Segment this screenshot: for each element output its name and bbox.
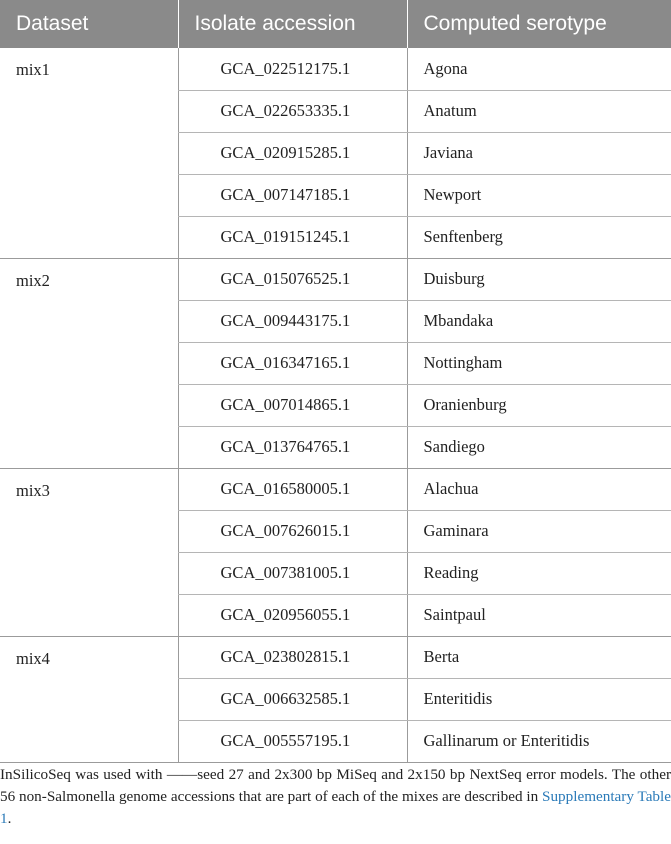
table-row (0, 468, 671, 510)
accession-cell: GCA_006632585.1 (178, 678, 407, 720)
accession-cell: GCA_007147185.1 (178, 174, 407, 216)
serotype-cell: Nottingham (407, 342, 671, 384)
accession-cell: GCA_009443175.1 (178, 300, 407, 342)
accession-cell: GCA_016347165.1 (178, 342, 407, 384)
accession-cell: GCA_022512175.1 (178, 48, 407, 90)
table-row (0, 636, 671, 678)
accession-cell: GCA_022653335.1 (178, 90, 407, 132)
header-computed-serotype: Computed serotype (407, 0, 671, 48)
serotype-cell: Berta (407, 636, 671, 678)
serotype-cell: Anatum (407, 90, 671, 132)
serotype-cell: Gaminara (407, 510, 671, 552)
dataset-cell: mix4 (0, 636, 178, 762)
serotype-cell: Saintpaul (407, 594, 671, 636)
table-body (0, 48, 671, 762)
accession-cell: GCA_016580005.1 (178, 468, 407, 510)
serotype-cell: Javiana (407, 132, 671, 174)
footnote-end: . (7, 810, 12, 827)
header-dataset: Dataset (0, 0, 178, 48)
accession-cell: GCA_007381005.1 (178, 552, 407, 594)
serotype-cell: Alachua (407, 468, 671, 510)
serotype-cell: Senftenberg (407, 216, 671, 258)
header-row (0, 0, 671, 48)
accession-cell: GCA_007626015.1 (178, 510, 407, 552)
serotype-cell: Oranienburg (407, 384, 671, 426)
serotype-cell: Gallinarum or Enteritidis (407, 720, 671, 762)
table-row (0, 48, 671, 90)
table-footnote (0, 764, 671, 830)
accession-cell: GCA_015076525.1 (178, 258, 407, 300)
serotype-cell: Reading (407, 552, 671, 594)
accession-cell: GCA_023802815.1 (178, 636, 407, 678)
accession-cell: GCA_020956055.1 (178, 594, 407, 636)
serotype-cell: Mbandaka (407, 300, 671, 342)
accession-cell: GCA_007014865.1 (178, 384, 407, 426)
footnote-text: InSilicoSeq was used with ——seed 27 and 2x300 bp MiSeq and 2x150 bp NextSeq error models. The other 56 non-Salmonella genome accessions that are part of each of the mixes are described in (0, 766, 671, 805)
dataset-cell: mix1 (0, 48, 178, 258)
accession-cell: GCA_019151245.1 (178, 216, 407, 258)
serotype-cell: Duisburg (407, 258, 671, 300)
table-row (0, 258, 671, 300)
accession-cell: GCA_013764765.1 (178, 426, 407, 468)
accession-cell: GCA_020915285.1 (178, 132, 407, 174)
serotype-cell: Enteritidis (407, 678, 671, 720)
serotype-cell: Sandiego (407, 426, 671, 468)
serotype-cell: Newport (407, 174, 671, 216)
header-isolate-accession: Isolate accession (178, 0, 407, 48)
dataset-cell: mix2 (0, 258, 178, 468)
supplementary-table-link[interactable]: Supplementary Table 1 (0, 788, 671, 827)
dataset-cell: mix3 (0, 468, 178, 636)
accession-cell: GCA_005557195.1 (178, 720, 407, 762)
serotype-cell: Agona (407, 48, 671, 90)
